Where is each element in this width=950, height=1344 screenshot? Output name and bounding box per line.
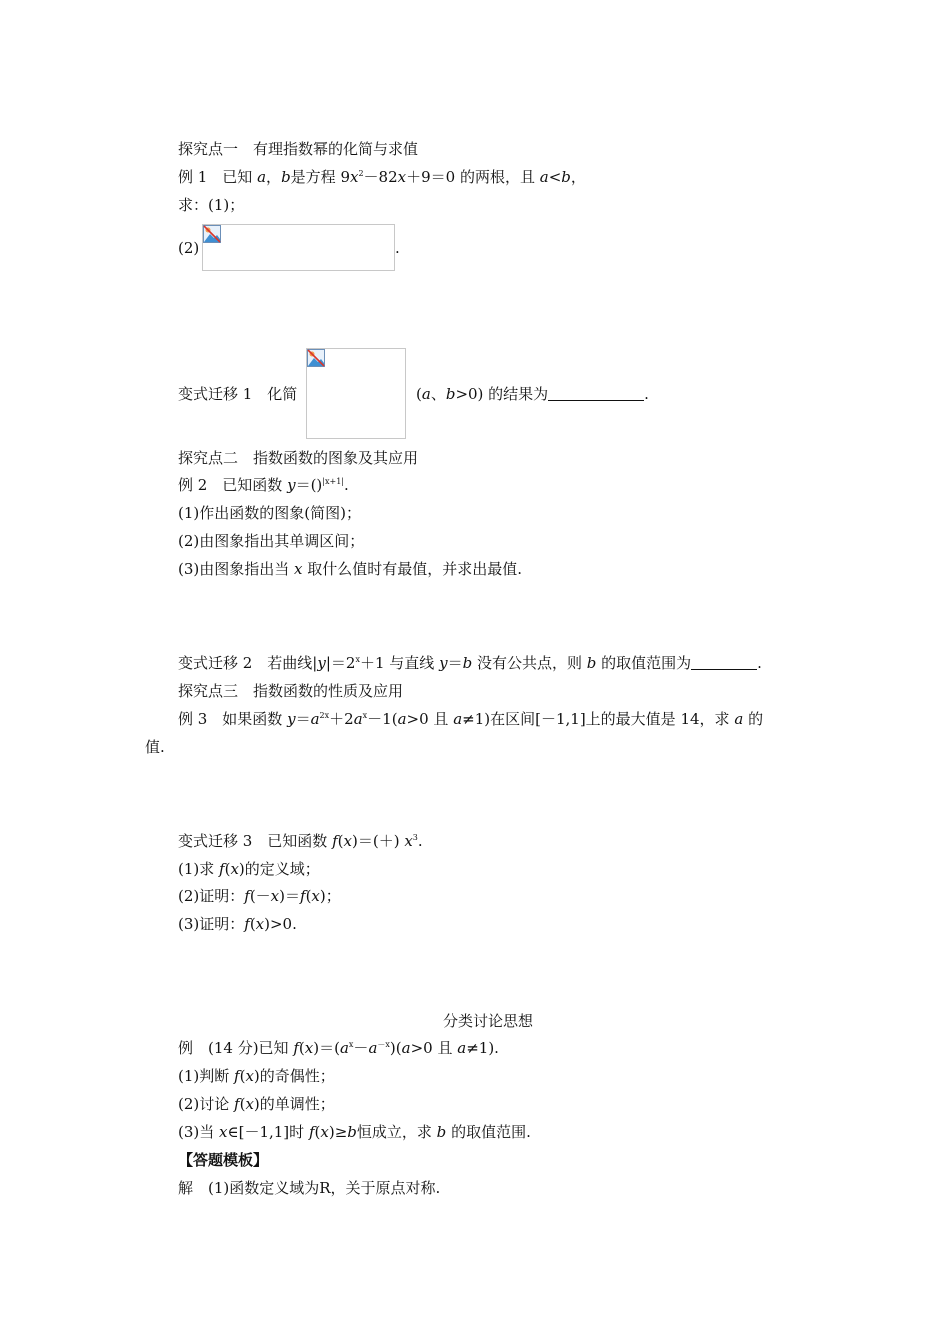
variant1-label: 变式迁移 1 化简	[178, 385, 298, 403]
section1-heading: 探究点一 有理指数幂的化简与求值	[178, 140, 419, 158]
example2-statement: 例 2 已知函数 y＝()$^{|x+1|}$.	[178, 476, 349, 494]
variant3-statement: 变式迁移 3 已知函数 f(x)＝(＋) $x^3$.	[178, 832, 423, 850]
example2-question-3: (3)由图象指出当 x 取什么值时有最值，并求出最值.	[178, 560, 523, 578]
example1-question-1: 求：(1)；	[178, 196, 245, 214]
formula-image-1	[202, 224, 395, 271]
variant1-condition: (a、b>0) 的结果为 .	[416, 385, 649, 403]
broken-image-icon	[203, 225, 221, 243]
broken-image-icon	[307, 349, 325, 367]
example2-question-1: (1)作出函数的图象(简图)；	[178, 504, 361, 522]
example1-question-2: (2)	[178, 239, 200, 257]
answer-blank	[548, 386, 644, 401]
section2-heading: 探究点二 指数函数的图象及其应用	[178, 449, 419, 467]
variant2-statement: 变式迁移 2 若曲线$|y|=2^x+1$ 与直线 y＝b 没有公共点，则 b 的取值范围为 .	[178, 654, 762, 672]
solution-line: 解 (1)函数定义域为R，关于原点对称.	[178, 1179, 441, 1197]
answer-template-heading: 【答题模板】	[178, 1151, 269, 1169]
example3-continuation: 值.	[145, 738, 165, 756]
section3-heading: 探究点三 指数函数的性质及应用	[178, 682, 404, 700]
formula-image-2	[306, 348, 406, 439]
example2-question-2: (2)由图象指出其单调区间；	[178, 532, 365, 550]
section4-title: 分类讨论思想	[443, 1012, 534, 1030]
variant3-question-1: (1)求 f(x)的定义域；	[178, 860, 320, 878]
example1-question-2-end: .	[395, 239, 400, 257]
example1-statement: 例 1 已知 a，b是方程 $9x^2-82x+9=0$ 的两根，且 a<b，	[178, 168, 586, 186]
example3-statement: 例 3 如果函数 $y=a^{2x}+2a^x-1(a>0$ 且 a≠1)在区间[－1,1]上的最大值是 14，求 a 的	[178, 710, 764, 728]
answer-blank	[691, 655, 757, 670]
variant3-question-2: (2)证明：f(－x)＝f(x)；	[178, 887, 341, 905]
variant3-question-3: (3)证明：f(x)>0.	[178, 915, 297, 933]
section4-example: 例 (14 分)已知 $f(x)=(a^x-a^{-x})(a>0$ 且 a≠1).	[178, 1039, 499, 1057]
section4-question-3: (3)当 x∈[－1,1]时 f(x)≥b恒成立，求 b 的取值范围.	[178, 1123, 531, 1141]
section4-question-2: (2)讨论 f(x)的单调性；	[178, 1095, 335, 1113]
section4-question-1: (1)判断 f(x)的奇偶性；	[178, 1067, 335, 1085]
